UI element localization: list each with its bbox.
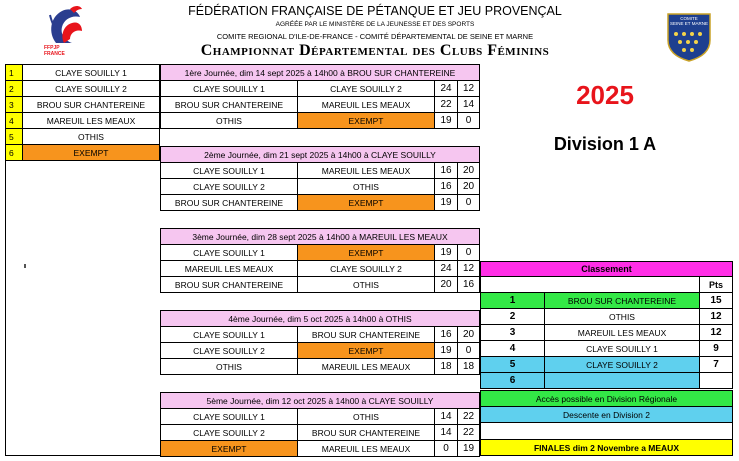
legend-relegation: Descente en Division 2 [480, 406, 733, 423]
home-score: 16 [434, 178, 458, 195]
standings-rank: 3 [480, 324, 545, 341]
home-team: CLAYE SOUILLY 1 [160, 326, 298, 343]
team-name: BROU SUR CHANTEREINE [22, 96, 160, 113]
standings-team [544, 372, 700, 389]
home-team: MAREUIL LES MEAUX [160, 260, 298, 277]
away-score: 12 [457, 260, 480, 277]
away-score: 0 [457, 342, 480, 359]
team-name: EXEMPT [22, 144, 160, 161]
standings-pts-header: Pts [699, 276, 733, 293]
team-number: 3 [5, 96, 23, 113]
stray-mark [24, 264, 26, 268]
round-title: 5ème Journée, dim 12 oct 2025 à 14h00 à CLAYE SOUILLY [160, 392, 480, 409]
standings-team: BROU SUR CHANTEREINE [544, 292, 700, 309]
ffpjp-logo [42, 3, 92, 61]
team-name: MAREUIL LES MEAUX [22, 112, 160, 129]
round-title: 2ème Journée, dim 21 sept 2025 à 14h00 à CLAYE SOUILLY [160, 146, 480, 163]
standings-title: Classement [480, 261, 733, 277]
team-number: 4 [5, 112, 23, 129]
home-team: CLAYE SOUILLY 1 [160, 408, 298, 425]
away-score: 0 [457, 194, 480, 211]
standings-points: 9 [699, 340, 733, 357]
championship-title: Championnat Départemental des Clubs Féminins [200, 42, 550, 59]
away-team: BROU SUR CHANTEREINE [297, 424, 435, 441]
round-title: 3ème Journée, dim 28 sept 2025 à 14h00 à MAREUIL LES MEAUX [160, 228, 480, 245]
team-number: 1 [5, 64, 23, 81]
standings-gap [480, 422, 733, 440]
away-score: 16 [457, 276, 480, 293]
home-score: 24 [434, 80, 458, 97]
seine-et-marne-logo [666, 12, 712, 62]
standings-rank: 1 [480, 292, 545, 309]
home-team: OTHIS [160, 358, 298, 375]
round-title: 4ème Journée, dim 5 oct 2025 à 14h00 à OTHIS [160, 310, 480, 327]
left-frame [5, 160, 160, 456]
ffpjp-logo-text: FFPJP FRANCE [44, 45, 65, 57]
finals-banner: FINALES dim 2 Novembre a MEAUX [480, 439, 733, 456]
seine-et-marne-logo-text: COMITE SEINE ET MARNE [670, 16, 708, 26]
home-team: BROU SUR CHANTEREINE [160, 276, 298, 293]
home-score: 19 [434, 244, 458, 261]
away-team: CLAYE SOUILLY 2 [297, 260, 435, 277]
home-team: CLAYE SOUILLY 1 [160, 244, 298, 261]
standings-points: 15 [699, 292, 733, 309]
away-team: EXEMPT [297, 342, 435, 359]
away-score: 12 [457, 80, 480, 97]
home-score: 19 [434, 342, 458, 359]
home-team: BROU SUR CHANTEREINE [160, 194, 298, 211]
home-team: EXEMPT [160, 440, 298, 457]
away-score: 22 [457, 408, 480, 425]
away-team: MAREUIL LES MEAUX [297, 440, 435, 457]
round-title: 1ère Journée, dim 14 sept 2025 à 14h00 à BROU SUR CHANTEREINE [160, 64, 480, 81]
home-score: 0 [434, 440, 458, 457]
standings-spacer [480, 276, 700, 293]
ministry-agreement: AGRÉÉE PAR LE MINISTÈRE DE LA JEUNESSE ET DES SPORTS [275, 21, 475, 28]
season-year: 2025 [576, 80, 634, 110]
standings-rank: 6 [480, 372, 545, 389]
home-score: 16 [434, 162, 458, 179]
away-score: 20 [457, 162, 480, 179]
away-score: 0 [457, 244, 480, 261]
team-number: 6 [5, 144, 23, 161]
legend-regional-access: Accès possible en Division Régionale [480, 390, 733, 407]
away-team: EXEMPT [297, 194, 435, 211]
standings-team: OTHIS [544, 308, 700, 325]
standings-points: 7 [699, 356, 733, 373]
home-score: 20 [434, 276, 458, 293]
team-name: OTHIS [22, 128, 160, 145]
away-team: OTHIS [297, 178, 435, 195]
home-team: CLAYE SOUILLY 2 [160, 342, 298, 359]
standings-team: CLAYE SOUILLY 1 [544, 340, 700, 357]
away-team: EXEMPT [297, 112, 435, 129]
standings-team: MAREUIL LES MEAUX [544, 324, 700, 341]
home-team: CLAYE SOUILLY 2 [160, 424, 298, 441]
standings-points: 12 [699, 308, 733, 325]
away-team: OTHIS [297, 408, 435, 425]
away-team: CLAYE SOUILLY 2 [297, 80, 435, 97]
federation-title: FÉDÉRATION FRANÇAISE DE PÉTANQUE ET JEU PROVENÇAL [188, 4, 562, 18]
away-team: OTHIS [297, 276, 435, 293]
division-label: Division 1 A [553, 134, 657, 154]
home-team: CLAYE SOUILLY 2 [160, 178, 298, 195]
home-score: 19 [434, 112, 458, 129]
home-team: OTHIS [160, 112, 298, 129]
home-team: CLAYE SOUILLY 1 [160, 162, 298, 179]
team-number: 2 [5, 80, 23, 97]
standings-points [699, 372, 733, 389]
home-score: 14 [434, 408, 458, 425]
standings-points: 12 [699, 324, 733, 341]
home-team: CLAYE SOUILLY 1 [160, 80, 298, 97]
away-score: 18 [457, 358, 480, 375]
away-score: 20 [457, 178, 480, 195]
standings-team: CLAYE SOUILLY 2 [544, 356, 700, 373]
team-name: CLAYE SOUILLY 2 [22, 80, 160, 97]
away-team: EXEMPT [297, 244, 435, 261]
away-score: 22 [457, 424, 480, 441]
away-team: MAREUIL LES MEAUX [297, 162, 435, 179]
home-score: 16 [434, 326, 458, 343]
home-score: 22 [434, 96, 458, 113]
away-team: MAREUIL LES MEAUX [297, 358, 435, 375]
team-number: 5 [5, 128, 23, 145]
away-score: 20 [457, 326, 480, 343]
standings-rank: 5 [480, 356, 545, 373]
standings-rank: 4 [480, 340, 545, 357]
away-team: MAREUIL LES MEAUX [297, 96, 435, 113]
away-score: 0 [457, 112, 480, 129]
home-score: 24 [434, 260, 458, 277]
away-score: 19 [457, 440, 480, 457]
home-team: BROU SUR CHANTEREINE [160, 96, 298, 113]
committees-line: COMITE REGIONAL D'ILE-DE-FRANCE - COMITÉ DÉPARTEMENTAL DE SEINE ET MARNE [216, 32, 534, 41]
home-score: 18 [434, 358, 458, 375]
team-name: CLAYE SOUILLY 1 [22, 64, 160, 81]
home-score: 19 [434, 194, 458, 211]
away-team: BROU SUR CHANTEREINE [297, 326, 435, 343]
away-score: 14 [457, 96, 480, 113]
home-score: 14 [434, 424, 458, 441]
standings-rank: 2 [480, 308, 545, 325]
